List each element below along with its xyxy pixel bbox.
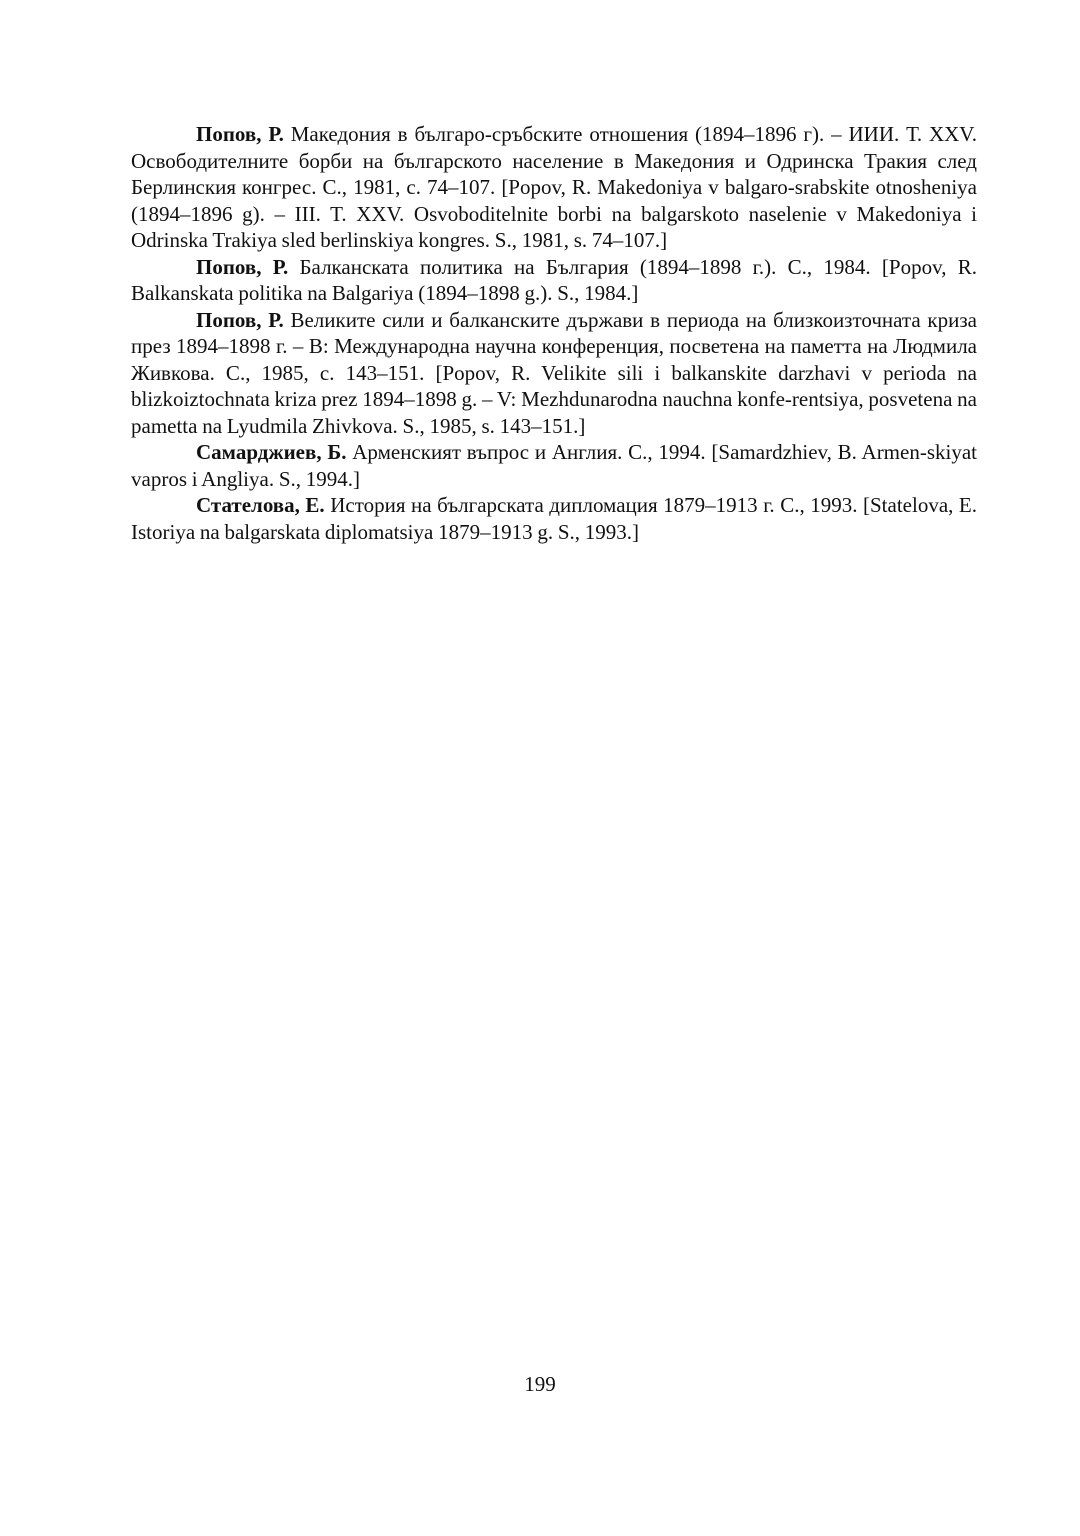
entry-text: История на българската дипломация 1879–1913 г. С., 1993. [Statelova, E. Istoriya na balgarskata diplomatsiya 1879–1913 g. S., 1993.] xyxy=(131,493,977,544)
entry-author: Попов, Р. xyxy=(196,122,284,146)
entry-text: Великите сили и балканските държави в периода на близкоизточната криза през 1894–1898 г. – В: Международна научна конференция, посветена на паметта на Людмила Живкова. С., 1985, с. 143–151. [Popov, R. Velikite sili i balkanskite darzhavi v perioda na blizkoiztochnata kriza prez 1894–1898 g. – V: Mezhdunarodna nauchna konfe-rentsiya, posvetena na pametta na Lyudmila Zhivkova. S., 1985, s. 143–151.] xyxy=(131,307,977,438)
bibliography-entry xyxy=(131,121,977,254)
bibliography-entry xyxy=(131,254,977,307)
entry-text: Македония в българо-сръбските отношения (1894–1896 г). – ИИИ. Т. XXV. Освободителните борби на българското население в Македония и Одринска Тракия след Берлинския конгрес. С., 1981, с. 74–107. [Popov, R. Makedoniya v balgaro-srabskite otnosheniya (1894–1896 g). – III. T. XXV. Osvoboditelnite borbi na balgarskoto naselenie v Makedoniya i Odrinska Trakiya sled berlinskiya kongres. S., 1981, s. 74–107.] xyxy=(131,122,978,252)
page-number: 199 xyxy=(524,1372,556,1396)
bibliography-entry xyxy=(131,439,977,492)
entry-author: Самарджиев, Б. xyxy=(196,440,347,464)
entry-author: Попов, Р. xyxy=(196,254,289,279)
bibliography-list xyxy=(131,121,977,545)
bibliography-entry xyxy=(131,492,977,545)
entry-author: Стателова, Е. xyxy=(196,493,325,517)
entry-text: Балканската политика на България (1894–1898 г.). С., 1984. [Popov, R. Balkanskata politika na Balgariya (1894–1898 g.). S., 1984.] xyxy=(131,254,977,305)
entry-text: Арменският въпрос и Англия. С., 1994. [Samardzhiev, B. Armen-skiyat vapros i Angliya. S., 1994.] xyxy=(131,440,977,491)
bibliography-entry xyxy=(131,307,977,440)
entry-author: Попов, Р. xyxy=(196,307,284,332)
